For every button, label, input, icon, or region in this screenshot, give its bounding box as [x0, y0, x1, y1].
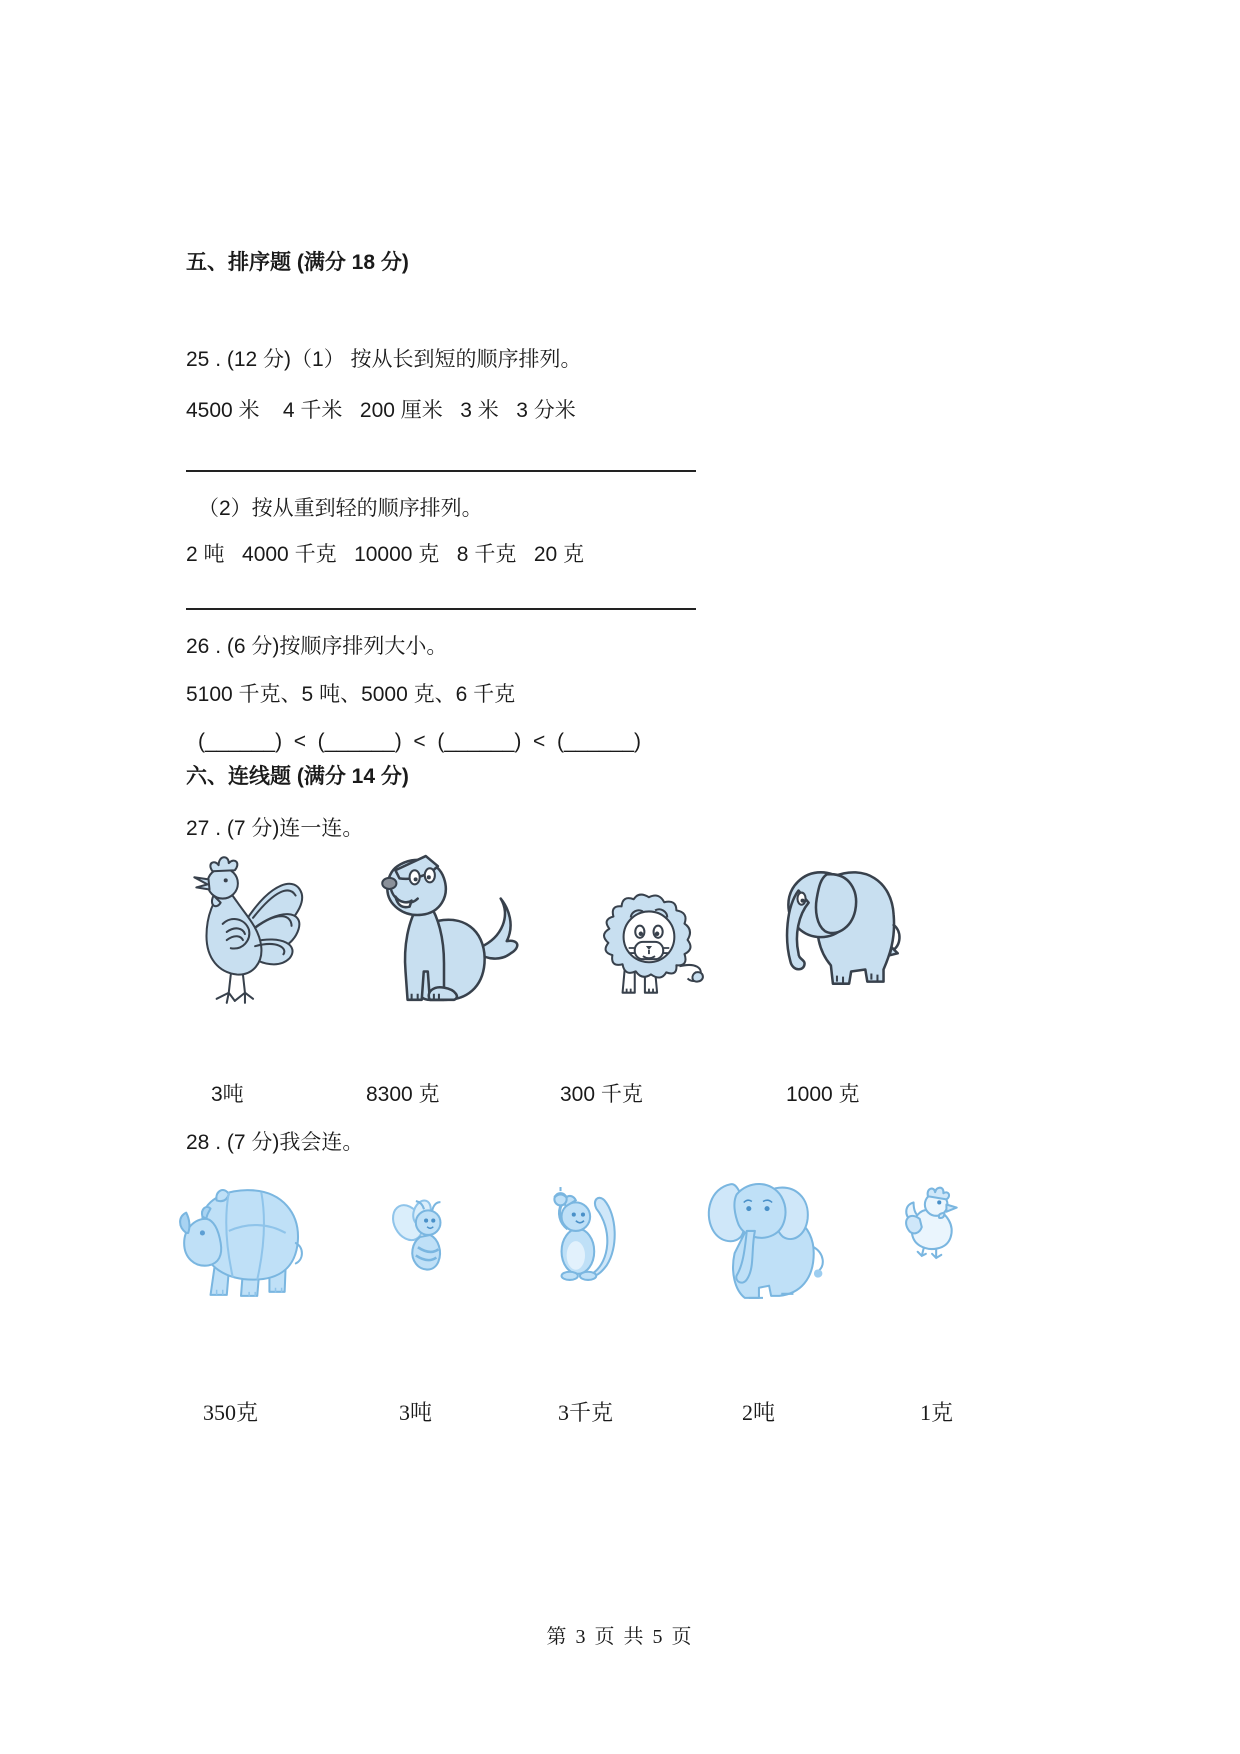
- q25-part2-prompt: （2）按从重到轻的顺序排列。: [198, 497, 483, 520]
- elephant-image: [778, 846, 902, 1010]
- q26-items: 5100 千克、5 吨、5000 克、6 千克: [186, 683, 516, 706]
- weight-label: 1克: [920, 1400, 954, 1425]
- weight-label: 2吨: [742, 1400, 776, 1425]
- weight-label: 3千克: [558, 1400, 614, 1425]
- weight-label: 3吨: [211, 1083, 244, 1106]
- q28-prompt: 28 . (7 分)我会连。: [186, 1131, 364, 1154]
- elephant-image: [700, 1166, 826, 1306]
- q26-prompt: 26 . (6 分)按顺序排列大小。: [186, 635, 448, 658]
- page-number-footer: 第 3 页 共 5 页: [546, 1626, 694, 1648]
- squirrel-image: [549, 1186, 619, 1283]
- dog-image: [366, 850, 522, 1014]
- section-six-title: 六、连线题 (满分 14 分): [186, 765, 409, 788]
- bee-image: [391, 1196, 453, 1278]
- q26-answer-row: (______) < (______) < (______) < (______): [198, 730, 642, 753]
- weight-label: 300 千克: [560, 1083, 643, 1106]
- answer-blank-line: [186, 608, 696, 610]
- weight-label: 1000 克: [786, 1083, 860, 1106]
- answer-blank-line: [186, 470, 696, 472]
- rhinoceros-image: [176, 1170, 306, 1304]
- weight-label: 350克: [203, 1400, 259, 1425]
- lion-image: [586, 891, 716, 1005]
- section-five-title: 五、排序题 (满分 18 分): [186, 251, 409, 274]
- q27-prompt: 27 . (7 分)连一连。: [186, 817, 364, 840]
- q25-items: 4500 米 4 千米 200 厘米 3 米 3 分米: [186, 399, 576, 422]
- q25-part2-items: 2 吨 4000 千克 10000 克 8 千克 20 克: [186, 543, 585, 566]
- q25-prompt: 25 . (12 分)（1） 按从长到短的顺序排列。: [186, 348, 582, 371]
- weight-label: 3吨: [399, 1400, 433, 1425]
- chicken-image: [901, 1186, 959, 1260]
- rooster-image: [182, 853, 314, 1013]
- weight-label: 8300 克: [366, 1083, 440, 1106]
